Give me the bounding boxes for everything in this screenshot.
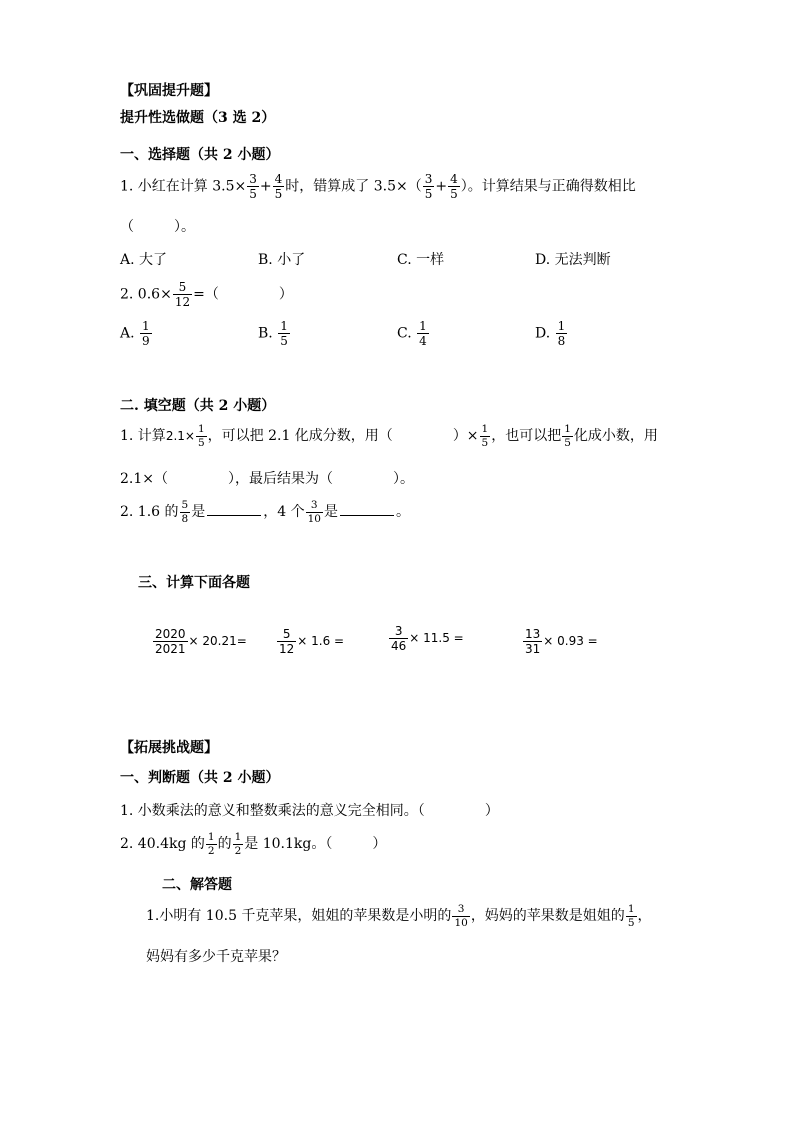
- choice-q1-option-d: D. 无法判断: [535, 252, 611, 268]
- section-heading-consolidate: 【巩固提升题】: [120, 83, 218, 99]
- fraction: $\frac{1}{5}$: [280, 319, 288, 348]
- fraction: $\frac{1}{9}$: [142, 319, 150, 348]
- choice-q2-line: 2. 0.6× $\frac{5}{12}$ =（ ）: [120, 280, 293, 309]
- fraction: $\frac{13}{31}$: [525, 627, 541, 656]
- calc-item-3: $\frac{3}{46}$ × 11.5 =: [391, 624, 464, 653]
- fraction: $\frac{2020}{2021}$: [155, 627, 186, 656]
- answer-blank[interactable]: [207, 503, 261, 516]
- fill-section-title: 二. 填空题（共 2 小题）: [120, 398, 276, 414]
- fraction: $\frac{1}{5}$: [197, 423, 205, 449]
- answer-section-title: 二、解答题: [162, 877, 232, 893]
- choice-q2-option-a: A. $\frac{1}{9}$: [120, 319, 150, 348]
- choice-q1-line1: 1. 小红在计算 3.5× $\frac{3}{5}$ + $\frac{4}{5}$ 时，错算成了 3.5×（ $\frac{3}{5}$ + $\frac{4}{5}$ ）。计算结果与正确得数相比: [120, 172, 636, 201]
- fraction: $\frac{3}{5}$: [424, 172, 433, 201]
- fraction: $\frac{5}{12}$: [174, 280, 191, 309]
- choice-q2-option-b: B. $\frac{1}{5}$: [258, 319, 288, 348]
- judge-q1: 1. 小数乘法的意义和整数乘法的意义完全相同。（ ）: [120, 803, 499, 819]
- choice-q1-option-c: C. 一样: [397, 252, 445, 268]
- calc-item-1: $\frac{2020}{2021}$ × 20.21=: [155, 627, 247, 656]
- fraction: $\frac{5}{8}$: [181, 499, 189, 525]
- fraction: $\frac{4}{5}$: [274, 172, 283, 201]
- fill-q1-line1: 1. 计算2.1× $\frac{1}{5}$ ，可以把 2.1 化成分数，用（ ）× $\frac{1}{5}$ ，也可以把 $\frac{1}{5}$ 化成小数，用: [120, 423, 658, 449]
- fraction: $\frac{3}{10}$: [307, 499, 321, 525]
- choice-q2-option-d: D. $\frac{1}{8}$: [535, 319, 566, 348]
- fraction: $\frac{5}{12}$: [279, 627, 295, 656]
- judge-section-title: 一、判断题（共 2 小题）: [120, 770, 280, 786]
- fill-q1-line2: 2.1×（ ），最后结果为（ ）。: [120, 471, 414, 487]
- fraction: $\frac{1}{2}$: [207, 831, 215, 857]
- choice-section-title: 一、选择题（共 2 小题）: [120, 147, 280, 163]
- calc-item-2: $\frac{5}{12}$ × 1.6 =: [279, 627, 345, 656]
- fraction: $\frac{1}{8}$: [557, 319, 566, 348]
- section-heading-challenge: 【拓展挑战题】: [120, 740, 218, 756]
- fraction: $\frac{1}{5}$: [481, 423, 489, 449]
- fraction: $\frac{3}{10}$: [454, 903, 468, 929]
- fill-q2-line: 2. 1.6 的 $\frac{5}{8}$ 是 ，4 个 $\frac{3}{10}$ 是 。: [120, 499, 410, 525]
- answer-q1-line1: 1.小明有 10.5 千克苹果，姐姐的苹果数是小明的 $\frac{3}{10}$ ，妈妈的苹果数是姐姐的 $\frac{1}{5}$ ，: [146, 903, 652, 929]
- choice-q1-option-b: B. 小了: [258, 252, 306, 268]
- judge-q2: 2. 40.4kg 的 $\frac{1}{2}$ 的 $\frac{1}{2}$ 是 10.1kg。（ ）: [120, 831, 387, 857]
- answer-q1-line2: 妈妈有多少千克苹果？: [146, 949, 286, 965]
- calc-item-4: $\frac{13}{31}$ × 0.93 =: [525, 627, 598, 656]
- fraction: $\frac{1}{5}$: [627, 903, 635, 929]
- answer-blank[interactable]: [340, 503, 394, 516]
- choice-q2-option-c: C. $\frac{1}{4}$: [397, 319, 427, 348]
- fraction: $\frac{1}{5}$: [564, 423, 571, 449]
- calc-section-title: 三、计算下面各题: [138, 575, 250, 591]
- fraction: $\frac{1}{2}$: [234, 831, 242, 857]
- subheading-optional: 提升性选做题（3 选 2）: [120, 110, 276, 126]
- choice-q1-line2: （ ）。: [120, 219, 195, 235]
- fraction: $\frac{3}{5}$: [249, 172, 257, 201]
- fraction: $\frac{4}{5}$: [450, 172, 458, 201]
- fraction: $\frac{3}{46}$: [391, 624, 407, 653]
- fraction: $\frac{1}{4}$: [419, 319, 427, 348]
- choice-q1-option-a: A. 大了: [120, 252, 168, 268]
